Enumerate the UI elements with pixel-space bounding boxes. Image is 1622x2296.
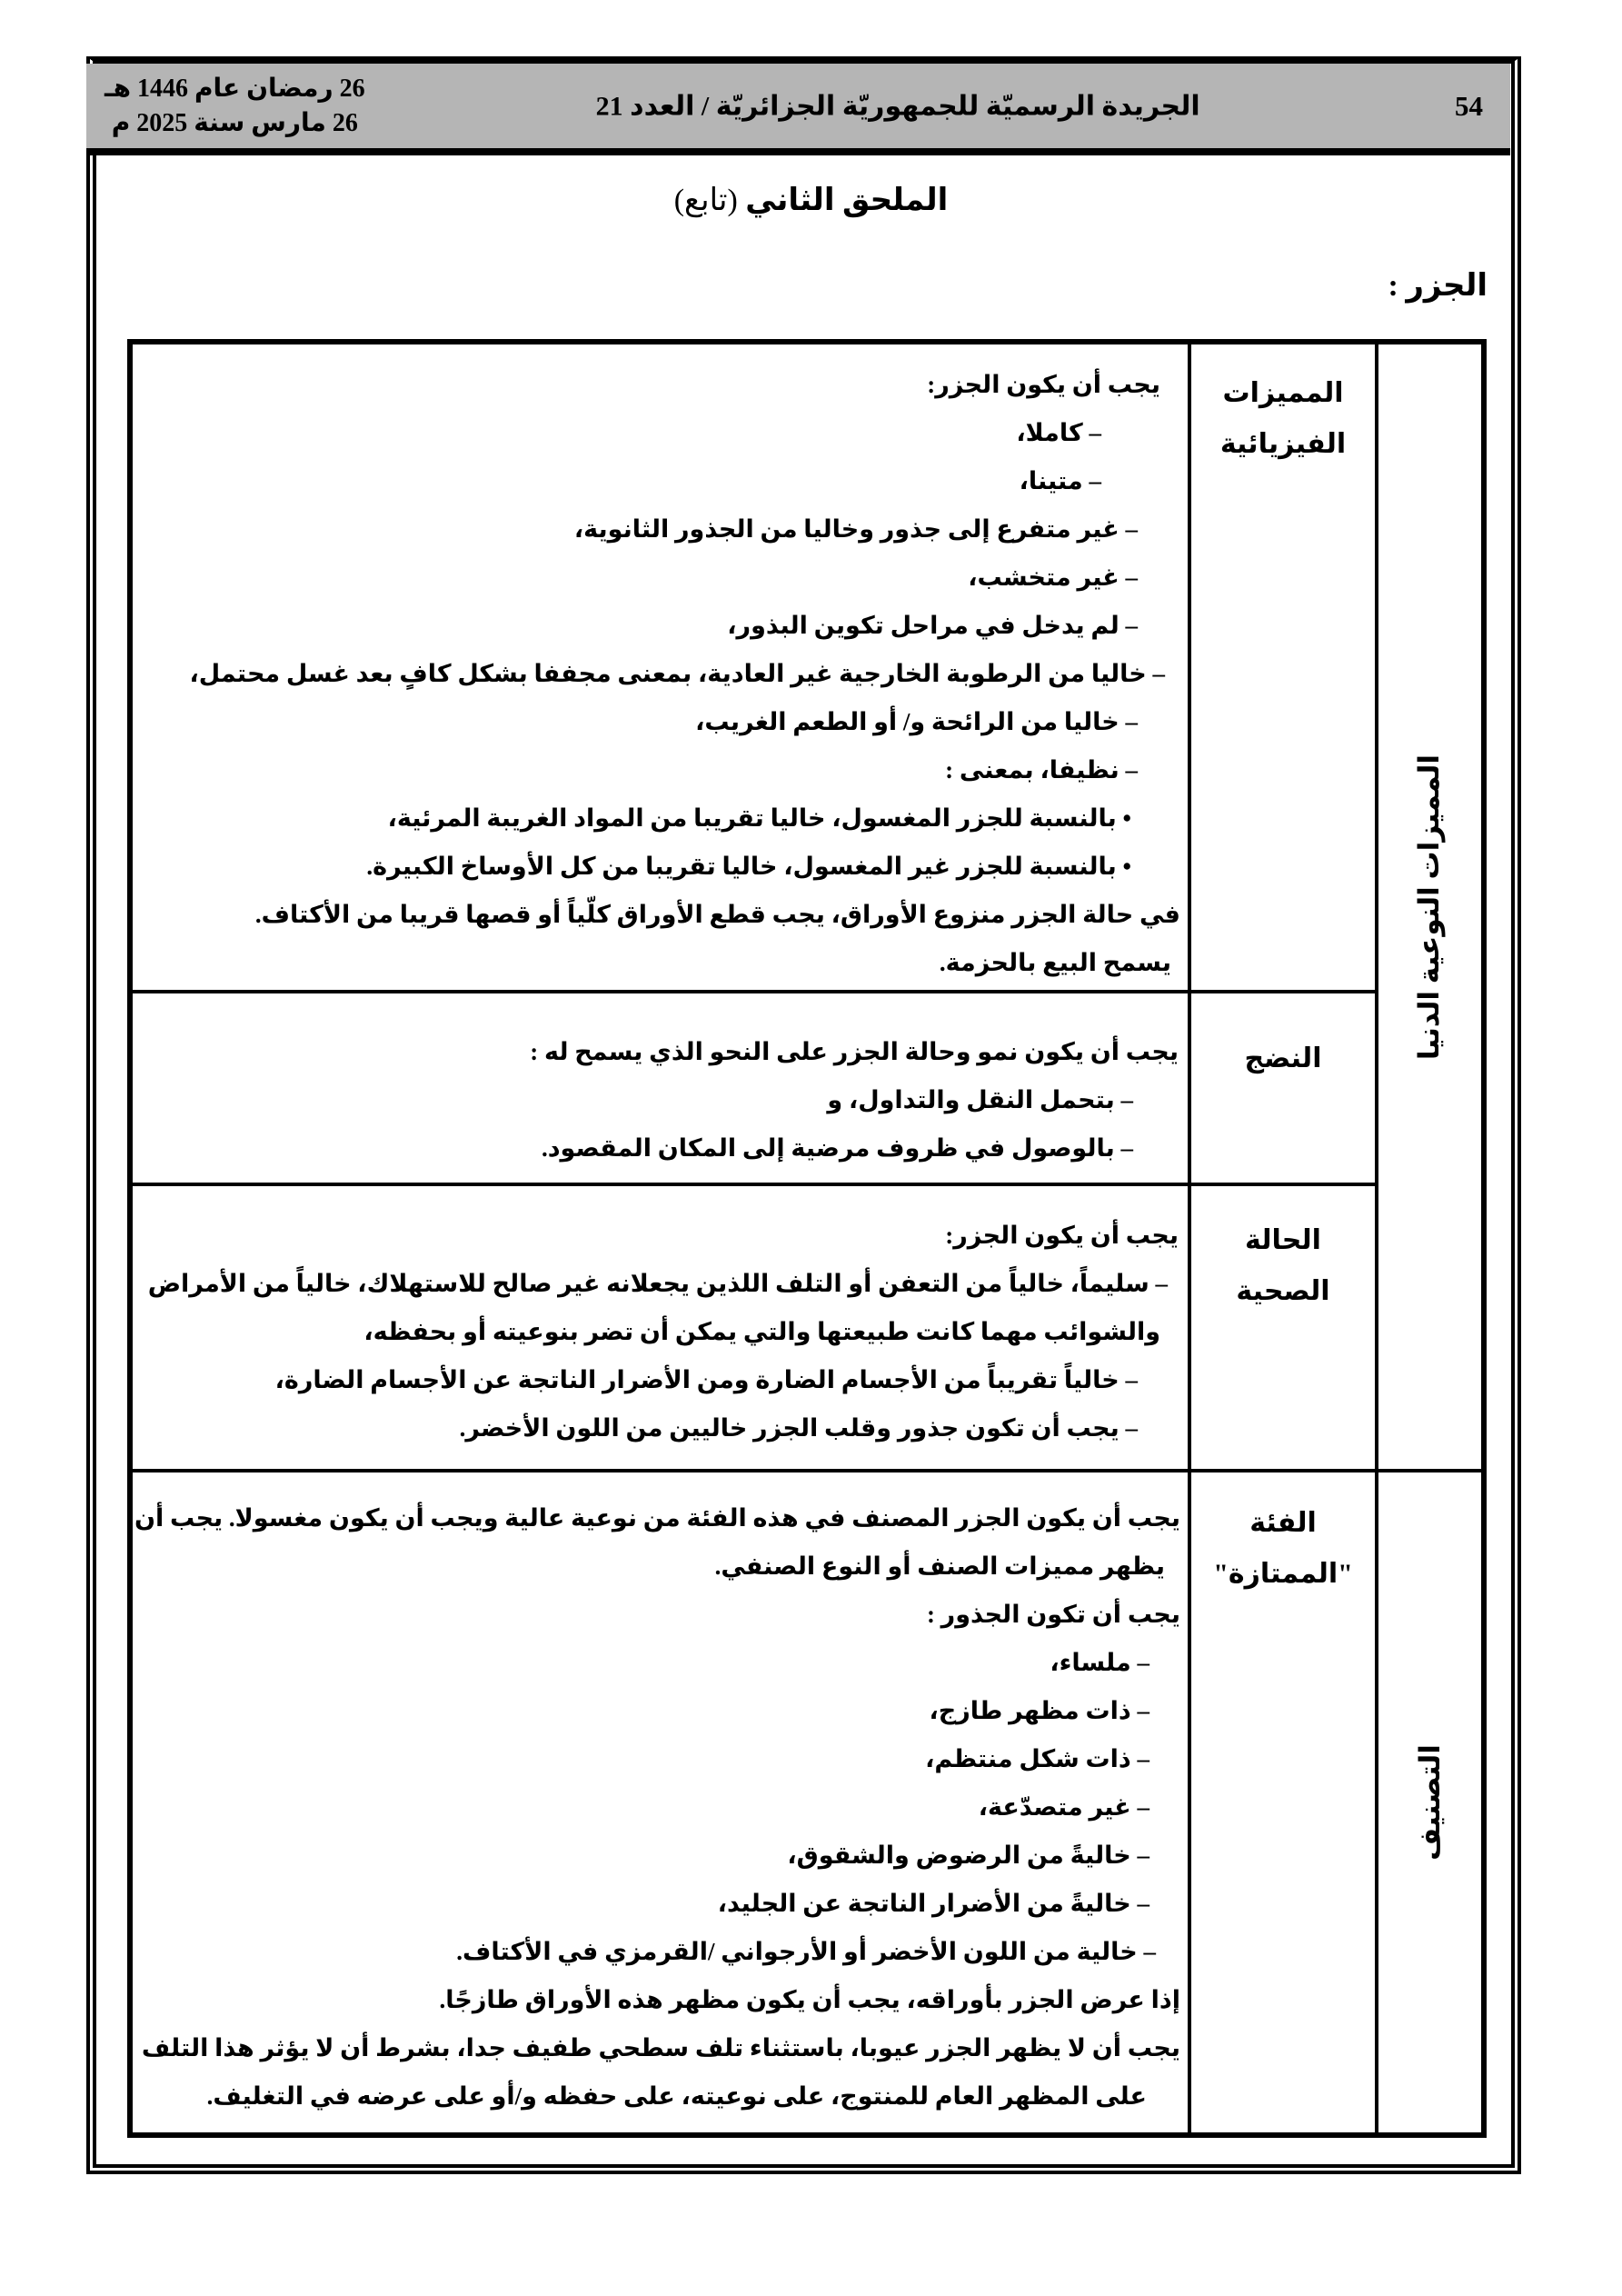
- annex-title: [0, 182, 1622, 218]
- masthead-band: [86, 64, 1510, 155]
- text-line: – متينا،: [1019, 467, 1101, 494]
- text-line: على المظهر العام للمنتوج، على نوعيته، على حفظه و/أو على عرضه في التغليف.: [206, 2082, 1147, 2110]
- row-header-line: النضج: [1244, 1043, 1322, 1073]
- section-label-carrots: الجزر :: [1388, 269, 1488, 303]
- text-line: – خاليةً من الرضوض والشقوق،: [787, 1842, 1149, 1869]
- text-line: • بالنسبة للجزر المغسول، خاليا تقريبا من المواد الغريبة المرئية،: [387, 804, 1131, 832]
- text-line: – سليماً، خالياً من التعفن أو التلف اللذين يجعلانه غير صالح للاستهلاك، خالياً من الأمراض: [147, 1270, 1168, 1297]
- health-condition-cell: [131, 1184, 1189, 1471]
- text-line: يجب أن تكون الجذور :: [926, 1601, 1180, 1628]
- text-line: – بالوصول في ظروف مرضية إلى المكان المقصود.: [541, 1134, 1133, 1162]
- text-line: – بتحمل النقل والتداول، و: [827, 1086, 1133, 1113]
- text-line: – خالية من اللون الأخضر أو الأرجواني /القرمزي في الأكتاف.: [456, 1938, 1156, 1965]
- text-line: – كاملا،: [1016, 419, 1101, 446]
- text-line: يسمح البيع بالحزمة.: [939, 949, 1171, 976]
- text-line: يجب أن يكون الجزر المصنف في هذه الفئة من نوعية عالية ويجب أن يكون مغسولا. يجب أن: [134, 1504, 1180, 1532]
- group-header-minimum-quality: [1377, 343, 1483, 1471]
- journal-title: الجريدة الرسميّة للجمهوريّة الجزائريّة / العدد 21: [595, 91, 1200, 121]
- text-line: – لم يدخل في مراحل تكوين البذور،: [727, 612, 1138, 639]
- masthead-dates: [104, 72, 365, 141]
- text-line: – ذات شكل منتظم،: [925, 1745, 1149, 1772]
- text-line: – خالياً تقريباً من الأجسام الضارة ومن الأضرار الناتجة عن الأجسام الضارة،: [274, 1366, 1138, 1393]
- text-line: – نظيفا، بمعنى :: [945, 756, 1138, 784]
- row-header-extra-class: [1189, 1471, 1377, 2134]
- text-line: – ذات مظهر طازج،: [929, 1697, 1149, 1724]
- row-header-line: الحالة: [1245, 1225, 1321, 1255]
- group-header-classification: [1377, 1471, 1483, 2134]
- text-line: – غير متخشب،: [968, 564, 1138, 591]
- row-header-line: الفئة: [1249, 1508, 1317, 1538]
- text-line: في حالة الجزر منزوع الأوراق، يجب قطع الأوراق كلّياً أو قصها قريبا من الأكتاف.: [254, 901, 1180, 928]
- text-line: يجب أن لا يظهر الجزر عيوبا، باستثناء تلف سطحي طفيف جدا، بشرط أن لا يؤثر هذا التلف: [141, 2034, 1180, 2061]
- row-header-line: "الممتازة": [1213, 1559, 1353, 1589]
- row-header-maturity: [1189, 992, 1377, 1184]
- text-line: – غير متصدّعة،: [978, 1793, 1149, 1821]
- row-header-line: المميزات: [1222, 378, 1344, 408]
- date-hijri: 26 رمضان عام 1446 هـ: [104, 74, 365, 103]
- row-header-line: الصحية: [1236, 1276, 1330, 1306]
- group-header-classification-label: التصنيف: [1413, 1744, 1446, 1861]
- text-line: – خاليةً من الأضرار الناتجة عن الجليد،: [717, 1890, 1149, 1917]
- group-header-minimum-quality-label: المميزات النوعية الدنيا: [1413, 754, 1446, 1060]
- extra-class-cell: [131, 1471, 1189, 2134]
- text-line: يجب أن يكون الجزر:: [927, 371, 1160, 398]
- text-line: – يجب أن تكون جذور وقلب الجزر خاليين من اللون الأخضر.: [459, 1414, 1138, 1442]
- text-line: • بالنسبة للجزر غير المغسول، خاليا تقريبا من كل الأوساخ الكبيرة.: [366, 853, 1131, 880]
- row-header-physical: [1189, 343, 1377, 992]
- row-header-line: الفيزيائية: [1219, 429, 1347, 459]
- date-gregorian: 26 مارس سنة 2025 م: [111, 108, 358, 137]
- page-number: 54: [1455, 89, 1483, 122]
- physical-characteristics-cell: [131, 343, 1189, 992]
- annex-title-continuation: (تابع): [673, 184, 738, 217]
- text-line: يظهر مميزات الصنف أو النوع الصنفي.: [714, 1552, 1165, 1580]
- maturity-cell: [131, 992, 1189, 1184]
- text-line: – خاليا من الرائحة و/ أو الطعم الغريب،: [695, 708, 1138, 735]
- text-line: والشوائب مهما كانت طبيعتها والتي يمكن أن تضر بنوعيته أو بحفظه،: [363, 1318, 1160, 1345]
- annex-title-main: الملحق الثاني: [745, 184, 949, 217]
- carrots-spec-table: [127, 339, 1487, 2138]
- text-line: إذا عرض الجزر بأوراقه، يجب أن يكون مظهر هذه الأوراق طازجًا.: [439, 1986, 1180, 2013]
- row-header-health: [1189, 1184, 1377, 1471]
- text-line: – ملساء،: [1050, 1649, 1149, 1676]
- text-line: – غير متفرع إلى جذور وخاليا من الجذور الثانوية،: [573, 515, 1138, 543]
- text-line: – خاليا من الرطوبة الخارجية غير العادية، بمعنى مجففا بشكل كافٍ بعد غسل محتمل،: [189, 660, 1165, 687]
- text-line: يجب أن يكون نمو وحالة الجزر على النحو الذي يسمح له :: [530, 1038, 1179, 1065]
- text-line: يجب أن يكون الجزر:: [945, 1222, 1179, 1249]
